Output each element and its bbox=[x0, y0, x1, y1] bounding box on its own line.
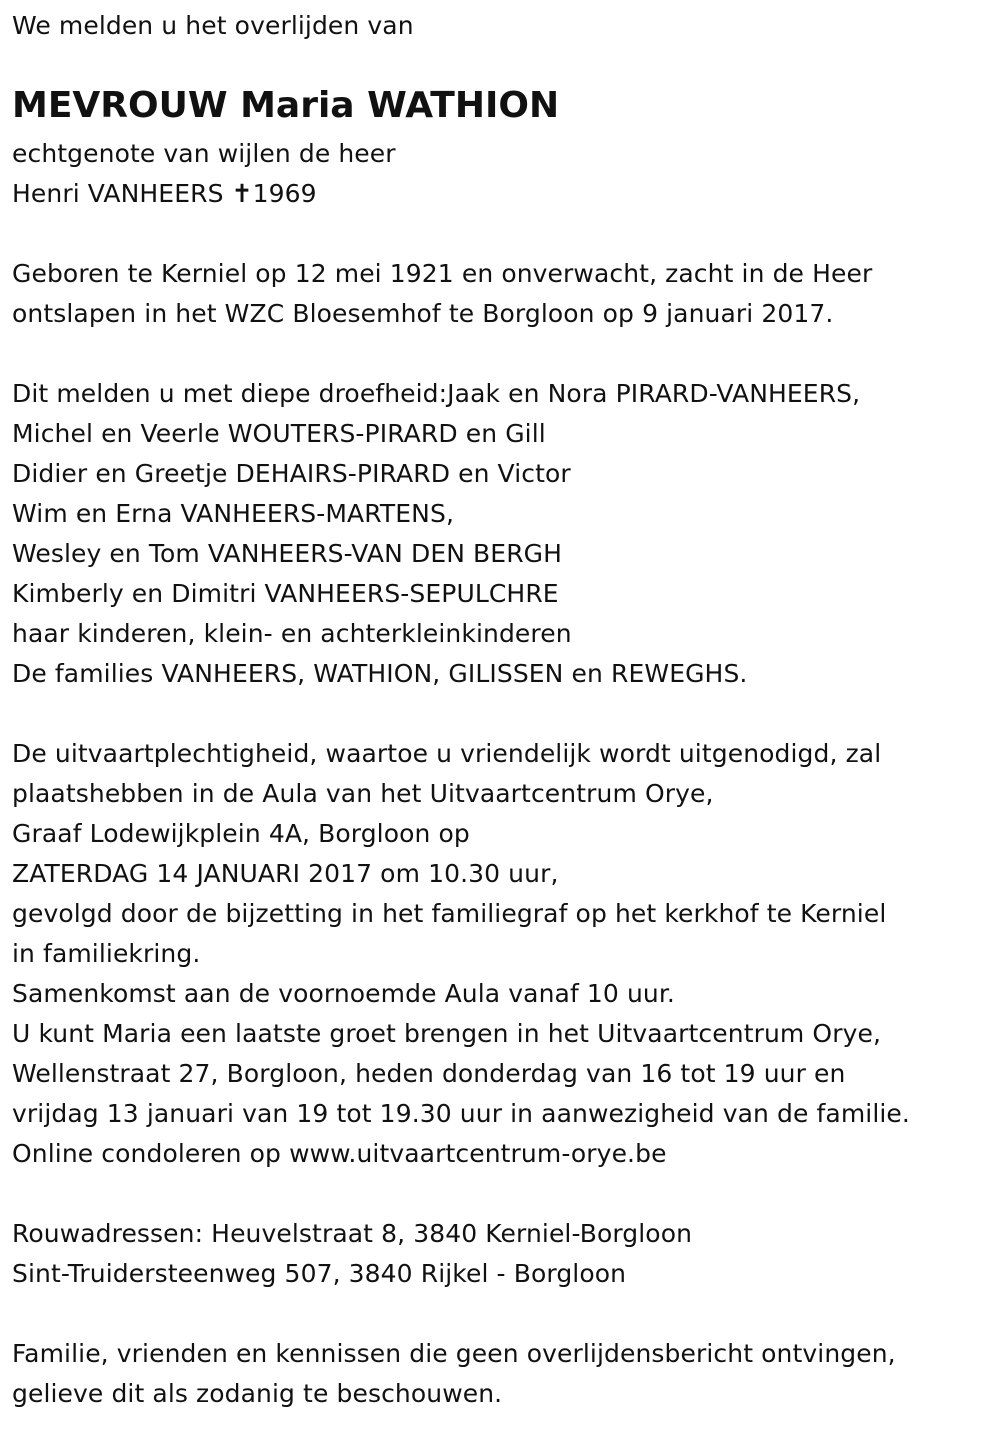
spouse-death-year: 1969 bbox=[252, 179, 317, 208]
ceremony-line: U kunt Maria een laatste groet brengen in het Uitvaartcentrum Orye, bbox=[12, 1019, 882, 1048]
ceremony-line: De uitvaartplechtigheid, waartoe u vriendelijk wordt uitgenodigd, zal bbox=[12, 739, 882, 768]
address-line: Sint-Truidersteenweg 507, 3840 Rijkel - Borgloon bbox=[12, 1259, 627, 1288]
family-line: Wim en Erna VANHEERS-MARTENS, bbox=[12, 499, 454, 528]
cross-icon: ✝ bbox=[231, 179, 253, 208]
family-line: De families VANHEERS, WATHION, GILISSEN en REWEGHS. bbox=[12, 659, 748, 688]
family-line: Michel en Veerle WOUTERS-PIRARD en Gill bbox=[12, 419, 546, 448]
ceremony-line: Samenkomst aan de voornoemde Aula vanaf 10 uur. bbox=[12, 979, 675, 1008]
ceremony-line: vrijdag 13 januari van 19 tot 19.30 uur in aanwezigheid van de familie. bbox=[12, 1099, 910, 1128]
closing-block bbox=[12, 1334, 896, 1414]
family-block bbox=[12, 374, 860, 694]
address-line: Rouwadressen: Heuvelstraat 8, 3840 Kerniel-Borgloon bbox=[12, 1219, 693, 1248]
spouse-name: Henri VANHEERS bbox=[12, 179, 232, 208]
text-line: ontslapen in het WZC Bloesemhof te Borgloon op 9 januari 2017. bbox=[12, 299, 834, 328]
address-block bbox=[12, 1214, 692, 1294]
closing-line: gelieve dit als zodanig te beschouwen. bbox=[12, 1379, 503, 1408]
ceremony-line: gevolgd door de bijzetting in het familiegraf op het kerkhof te Kerniel bbox=[12, 899, 887, 928]
closing-line: Familie, vrienden en kennissen die geen overlijdensbericht ontvingen, bbox=[12, 1339, 896, 1368]
spouse-block bbox=[12, 134, 396, 214]
ceremony-line: Graaf Lodewijkplein 4A, Borgloon op bbox=[12, 819, 470, 848]
family-line: haar kinderen, klein- en achterkleinkinderen bbox=[12, 619, 572, 648]
ceremony-line: in familiekring. bbox=[12, 939, 201, 968]
family-line: Dit melden u met diepe droefheid:Jaak en Nora PIRARD-VANHEERS, bbox=[12, 379, 861, 408]
ceremony-line: Wellenstraat 27, Borgloon, heden donderdag van 16 tot 19 uur en bbox=[12, 1059, 846, 1088]
spouse-name-line bbox=[12, 174, 396, 214]
ceremony-line: Online condoleren op www.uitvaartcentrum-orye.be bbox=[12, 1139, 667, 1168]
ceremony-line: plaatshebben in de Aula van het Uitvaartcentrum Orye, bbox=[12, 779, 714, 808]
ceremony-line: ZATERDAG 14 JANUARI 2017 om 10.30 uur, bbox=[12, 859, 559, 888]
family-line: Didier en Greetje DEHAIRS-PIRARD en Victor bbox=[12, 459, 571, 488]
birth-death-block bbox=[12, 254, 872, 334]
intro-text: We melden u het overlijden van bbox=[12, 11, 414, 40]
text-line: Geboren te Kerniel op 12 mei 1921 en onverwacht, zacht in de Heer bbox=[12, 259, 873, 288]
spouse-line: echtgenote van wijlen de heer bbox=[12, 139, 396, 168]
deceased-name: MEVROUW Maria WATHION bbox=[12, 85, 560, 126]
family-line: Wesley en Tom VANHEERS-VAN DEN BERGH bbox=[12, 539, 563, 568]
ceremony-block bbox=[12, 734, 910, 1174]
family-line: Kimberly en Dimitri VANHEERS-SEPULCHRE bbox=[12, 579, 559, 608]
